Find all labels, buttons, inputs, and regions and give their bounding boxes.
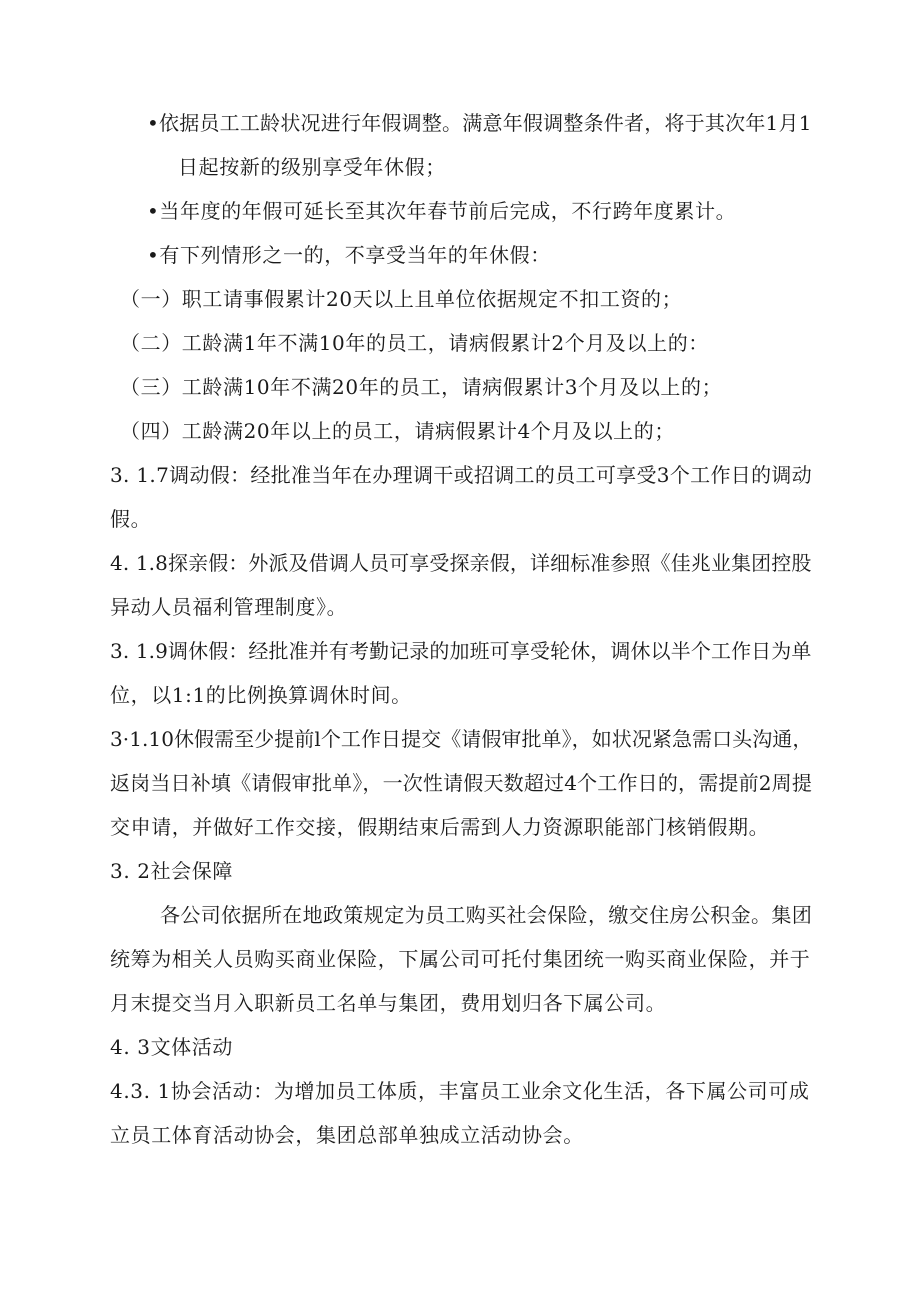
- condition-item-2: （二）工龄满1年不满10年的员工，请病假累计2个月及以上的：: [120, 331, 709, 355]
- condition-item-4: （四）工龄满20年以上的员工，请病假累计4个月及以上的；: [120, 419, 675, 443]
- section-leave-application: 3·1.10休假需至少提前l个工作日提交《请假审批单》，如状况紧急需口头沟通，: [110, 727, 813, 751]
- bullet-no-annual-leave-conditions: •有下列情形之一的，不享受当年的年休假：: [147, 243, 551, 267]
- section-transfer-leave: 3. 1.7调动假：经批准当年在办理调干或招调工的员工可享受3个工作日的调动: [110, 463, 813, 487]
- paragraph-social-security-3: 月末提交当月入职新员工名单与集团，费用划归各下属公司。: [110, 991, 667, 1015]
- bullet-annual-leave-adjustment-cont: 日起按新的级别享受年休假；: [178, 155, 446, 179]
- section-family-visit-leave: 4. 1.8探亲假：外派及借调人员可享受探亲假，详细标准参照《佳兆业集团控股: [110, 551, 812, 575]
- paragraph-social-security-2: 统筹为相关人员购买商业保险，下属公司可托付集团统一购买商业保险，并于: [110, 947, 811, 971]
- section-leave-application-cont-2: 交申请，并做好工作交接，假期结束后需到人力资源职能部门核销假期。: [110, 815, 770, 839]
- section-leave-application-cont-1: 返岗当日补填《请假审批单》，一次性请假天数超过4个工作日的，需提前2周提: [110, 771, 813, 795]
- heading-social-security: 3. 2社会保障: [110, 859, 233, 883]
- bullet-annual-leave-extension: •当年度的年假可延长至其次年春节前后完成，不行跨年度累计。: [147, 199, 737, 223]
- section-compensatory-leave-cont: 位，以1:1的比例换算调休时间。: [110, 683, 412, 707]
- bullet-annual-leave-adjustment: •依据员工工龄状况进行年假调整。满意年假调整条件者，将于其次年1月1: [147, 111, 812, 135]
- paragraph-social-security-1: 各公司依据所在地政策规定为员工购买社会保险，缴交住房公积金。集团: [160, 903, 813, 927]
- section-association-activities-cont: 立员工体育活动协会，集团总部单独成立活动协会。: [110, 1123, 584, 1147]
- section-compensatory-leave: 3. 1.9调休假：经批准并有考勤记录的加班可享受轮休，调休以半个工作日为单: [110, 639, 812, 663]
- section-family-visit-leave-cont: 异动人员福利管理制度》。: [110, 595, 348, 619]
- condition-item-1: （一）职工请事假累计20天以上且单位依据规定不扣工资的；: [120, 287, 683, 311]
- condition-item-3: （三）工龄满10年不满20年的员工，请病假累计3个月及以上的；: [120, 375, 723, 399]
- section-association-activities: 4.3. 1协会活动：为增加员工体质，丰富员工业余文化生活，各下属公司可成: [110, 1079, 810, 1103]
- section-transfer-leave-cont: 假。: [110, 507, 152, 531]
- heading-cultural-sports-activities: 4. 3文体活动: [110, 1035, 233, 1059]
